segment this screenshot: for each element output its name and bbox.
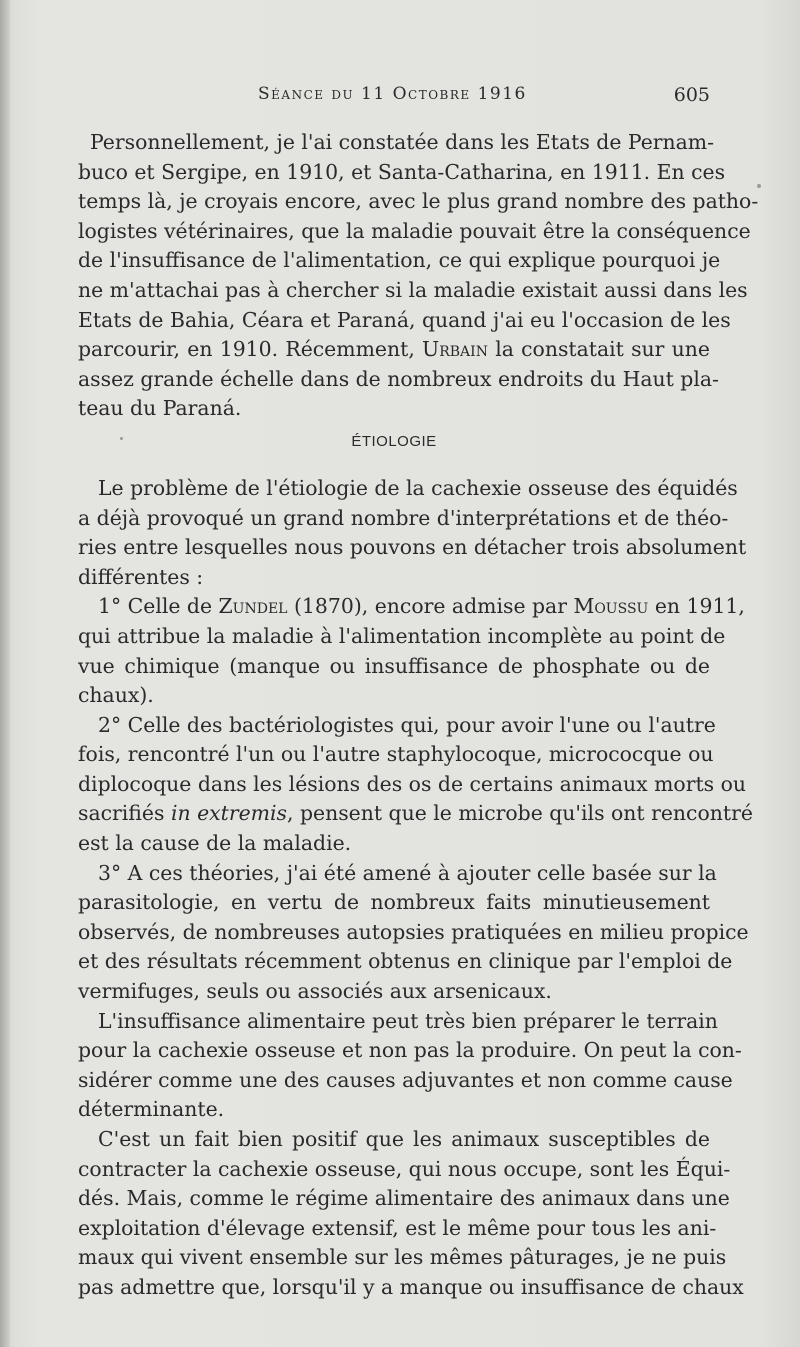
- text-line: parcourir, en 1910. Récemment, Urbain la constatait sur une: [78, 337, 710, 362]
- text-line: C'est un fait bien positif que les animaux susceptibles de: [98, 1127, 710, 1151]
- emphasis-text: in extremis: [170, 801, 287, 826]
- text-line: 1° Celle de Zundel (1870), encore admise par Moussu en 1911,: [98, 594, 745, 619]
- text-line: fois, rencontré l'un ou l'autre staphylocoque, micrococque ou: [78, 742, 714, 767]
- text-line: diplocoque dans les lésions des os de certains animaux morts ou: [78, 771, 747, 796]
- text-line: chaux).: [78, 683, 154, 708]
- text-line: teau du Paraná.: [78, 396, 242, 421]
- text-line: observés, de nombreuses autopsies pratiquées en milieu propice: [78, 919, 749, 944]
- running-header: [80, 84, 710, 114]
- text-line: exploitation d'élevage extensif, est le même pour tous les ani-: [78, 1215, 717, 1240]
- text-line: pas admettre que, lorsqu'il y a manque ou insuffisance de chaux: [78, 1274, 744, 1299]
- text-line: 2° Celle des bactériologistes qui, pour avoir l'une ou l'autre: [98, 712, 716, 737]
- text-line: sacrifiés in extremis, pensent que le microbe qu'ils ont rencontré: [78, 801, 753, 826]
- text-line: vue chimique (manque ou insuffisance de phosphate ou de: [78, 653, 710, 678]
- text-line: est la cause de la maladie.: [78, 831, 352, 856]
- text-line: assez grande échelle dans de nombreux endroits du Haut pla-: [78, 366, 719, 391]
- text-line: Etats de Bahia, Céara et Paraná, quand j'ai eu l'occasion de les: [78, 307, 731, 332]
- paragraph-4: [78, 711, 753, 859]
- paragraph-7: [78, 1125, 744, 1303]
- text-line: 3° A ces théories, j'ai été amené à ajouter celle basée sur la: [98, 860, 717, 885]
- text-line: Le problème de l'étiologie de la cachexie osseuse des équidés: [98, 475, 738, 500]
- text-line: a déjà provoqué un grand nombre d'interprétations et de théo-: [78, 505, 729, 530]
- text-line: dés. Mais, comme le régime alimentaire des animaux dans une: [78, 1186, 730, 1211]
- text-line: vermifuges, seuls ou associés aux arsenicaux.: [78, 979, 552, 1004]
- text-line: parasitologie, en vertu de nombreux faits minutieusement: [78, 890, 710, 915]
- paragraph-1: [78, 128, 759, 424]
- paragraph-6: [78, 1007, 742, 1125]
- text-line: ries entre lesquelles nous pouvons en détacher trois absolument: [78, 535, 747, 560]
- paragraph-5: [78, 859, 749, 1007]
- paragraph-2: [78, 474, 747, 592]
- text-line: Personnellement, je l'ai constatée dans les Etats de Pernam-: [90, 130, 715, 154]
- running-title: Séance du 11 Octobre 1916: [258, 84, 527, 104]
- author-name: Zundel: [218, 594, 288, 619]
- text-line: ne m'attachai pas à chercher si la maladie existait aussi dans les: [78, 277, 748, 302]
- text-line: contracter la cachexie osseuse, qui nous occupe, sont les Équi-: [78, 1156, 731, 1181]
- text-line: qui attribue la maladie à l'alimentation incomplète au point de: [78, 623, 726, 648]
- text-line: maux qui vivent ensemble sur les mêmes pâturages, je ne puis: [78, 1245, 727, 1270]
- text-line: de l'insuffisance de l'alimentation, ce qui explique pourquoi je: [78, 248, 721, 273]
- section-heading: ÉTIOLOGIE: [351, 432, 437, 450]
- text-line: différentes :: [78, 564, 204, 589]
- text-line: L'insuffisance alimentaire peut très bien préparer le terrain: [98, 1008, 718, 1033]
- text-line: sidérer comme une des causes adjuvantes et non comme cause: [78, 1067, 733, 1092]
- emphasis-text: Urbain: [422, 337, 488, 362]
- text-line: et des résultats récemment obtenus en clinique par l'emploi de: [78, 949, 733, 974]
- text-line: temps là, je croyais encore, avec le plus grand nombre des patho-: [78, 189, 759, 214]
- speck-mark: [757, 184, 761, 188]
- page-binding-edge: [0, 0, 10, 1347]
- text-line: pour la cachexie osseuse et non pas la produire. On peut la con-: [78, 1038, 742, 1063]
- body-text: [78, 128, 759, 1303]
- page-number: 605: [673, 84, 710, 106]
- author-name: Moussu: [573, 594, 649, 619]
- text-line: buco et Sergipe, en 1910, et Santa-Catharina, en 1911. En ces: [78, 159, 726, 184]
- text-line: déterminante.: [78, 1097, 225, 1122]
- paragraph-3: [78, 592, 745, 710]
- text-line: logistes vétérinaires, que la maladie pouvait être la conséquence: [78, 218, 751, 243]
